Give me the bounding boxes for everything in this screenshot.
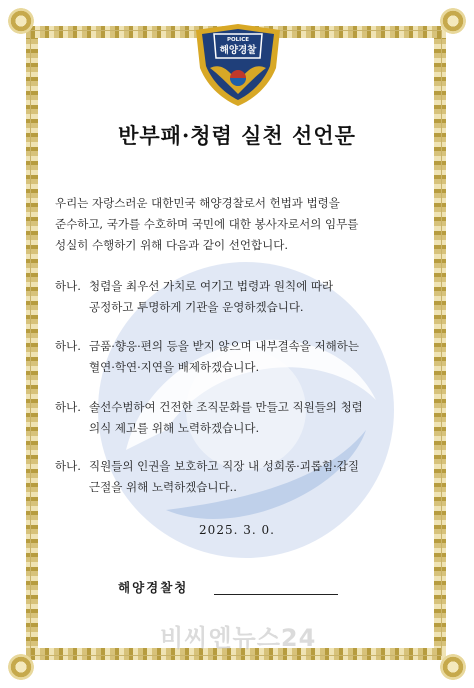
- frame-corner-ornament: [440, 8, 466, 34]
- pledge-prefix: 하나.: [55, 400, 81, 414]
- pledge-text: 청렴을 최우선 가치로 여기고 법령과 원칙에 따라 공정하고 투명하게 기관을 운영하겠습니다.: [89, 279, 334, 314]
- pledge-prefix: 하나.: [55, 339, 81, 353]
- pledge-text: 금품·향응·편의 등을 받지 않으며 내부결속을 저해하는 혈연·학연·지연을 배제하겠습니다.: [89, 339, 359, 374]
- pledge-prefix: 하나.: [55, 459, 81, 473]
- page-title: 반부패·청렴 실천 선언문: [118, 123, 356, 148]
- pledge-prefix: 하나.: [55, 279, 81, 293]
- emblem-police-text: POLICE: [226, 37, 250, 43]
- pledge-item: [55, 397, 425, 439]
- declaration-date: 2025. 3. 0.: [199, 523, 275, 537]
- pledge-item: [55, 456, 425, 498]
- signature-line: [214, 594, 338, 595]
- intro-paragraph: 우리는 자랑스러운 대한민국 해양경찰로서 헌법과 법령을 준수하고, 국가를 수호하며 국민에 대한 봉사자로서의 임무를 성실히 수행하기 위해 다음과 같이 선언합니다.: [55, 196, 359, 252]
- frame-corner-ornament: [440, 654, 466, 680]
- source-watermark: 비씨엔뉴스24: [160, 624, 317, 652]
- frame-corner-ornament: [8, 8, 34, 34]
- pledge-item: [55, 276, 425, 318]
- pledge-text: 직원들의 인권을 보호하고 직장 내 성희롱·괴롭힘·갑질 근절을 위해 노력하겠습니다..: [89, 459, 359, 494]
- frame-corner-ornament: [8, 654, 34, 680]
- emblem-name-text: 해양경찰: [219, 45, 257, 56]
- issuer-name: 해양경찰청: [118, 580, 189, 595]
- pledge-text: 솔선수범하여 건전한 조직문화를 만들고 직원들의 청렴 의식 제고를 위해 노력하겠습니다.: [89, 400, 363, 435]
- pledge-item: [55, 336, 425, 378]
- coast-guard-emblem-icon: [190, 22, 286, 108]
